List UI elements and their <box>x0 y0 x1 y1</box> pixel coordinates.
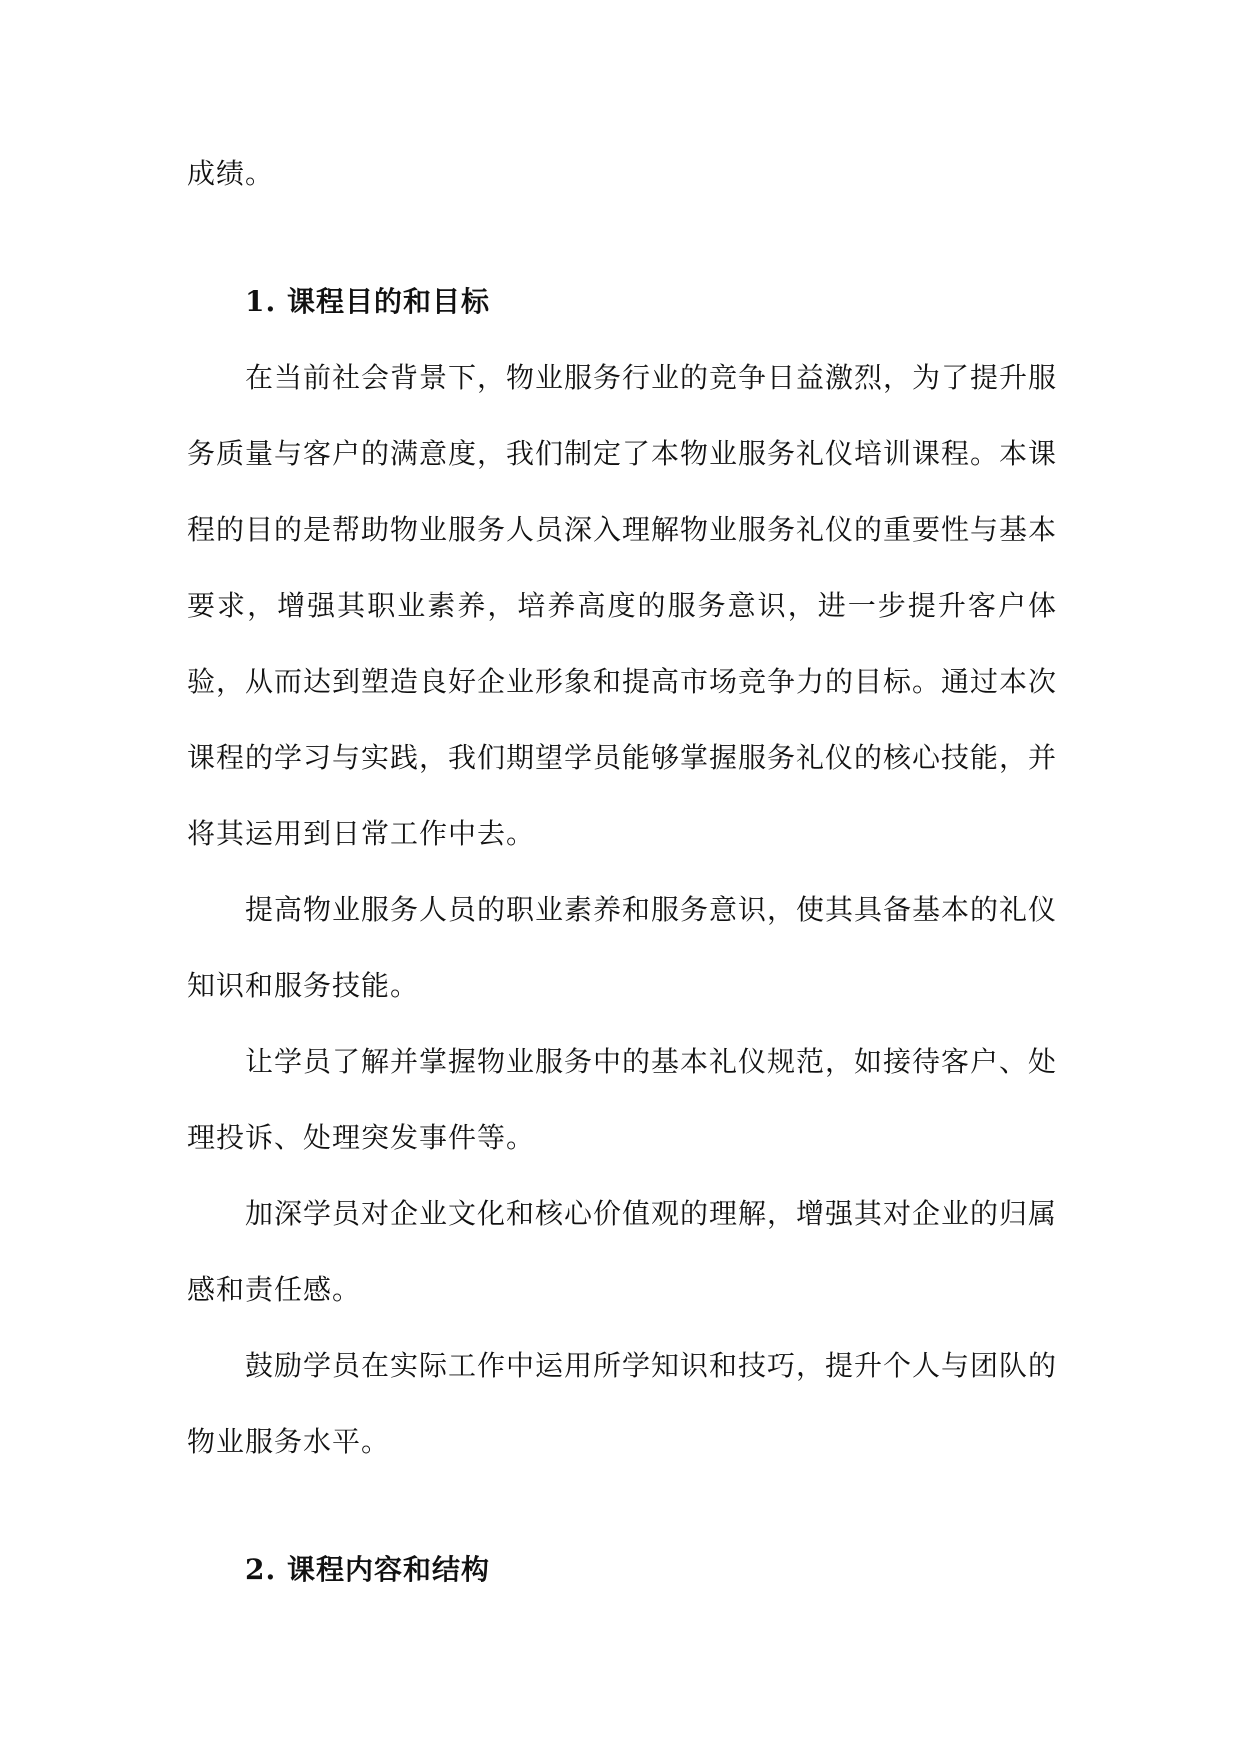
section-title-2: 课程内容和结构 <box>287 1553 491 1586</box>
section-number-1: 1. <box>245 285 277 318</box>
paragraph-goal-1: 提高物业服务人员的职业素养和服务意识，使其具备基本的礼仪知识和服务技能。 <box>187 893 1058 1002</box>
paragraph-goal-2: 让学员了解并掌握物业服务中的基本礼仪规范，如接待客户、处理投诉、处理突发事件等。 <box>187 1045 1058 1154</box>
continuation-text: 成绩。 <box>187 157 275 190</box>
section-title-1: 课程目的和目标 <box>287 285 491 318</box>
document-body <box>187 136 1057 1608</box>
paragraph-purpose: 在当前社会背景下，物业服务行业的竞争日益激烈，为了提升服务质量与客户的满意度，我们制定了本物业服务礼仪培训课程。本课程的目的是帮助物业服务人员深入理解物业服务礼仪的重要性与基本要求，增强其职业素养，培养高度的服务意识，进一步提升客户体验，从而达到塑造良好企业形象和提高市场竞争力的目标。通过本次课程的学习与实践，我们期望学员能够掌握服务礼仪的核心技能，并将其运用到日常工作中去。 <box>187 361 1058 850</box>
paragraph-goal-3: 加深学员对企业文化和核心价值观的理解，增强其对企业的归属感和责任感。 <box>187 1197 1058 1306</box>
paragraph-goal-4: 鼓励学员在实际工作中运用所学知识和技巧，提升个人与团队的物业服务水平。 <box>187 1349 1058 1458</box>
section-heading-2 <box>187 1532 1057 1608</box>
section-number-2: 2. <box>245 1553 277 1586</box>
section-heading-1 <box>187 264 1057 340</box>
